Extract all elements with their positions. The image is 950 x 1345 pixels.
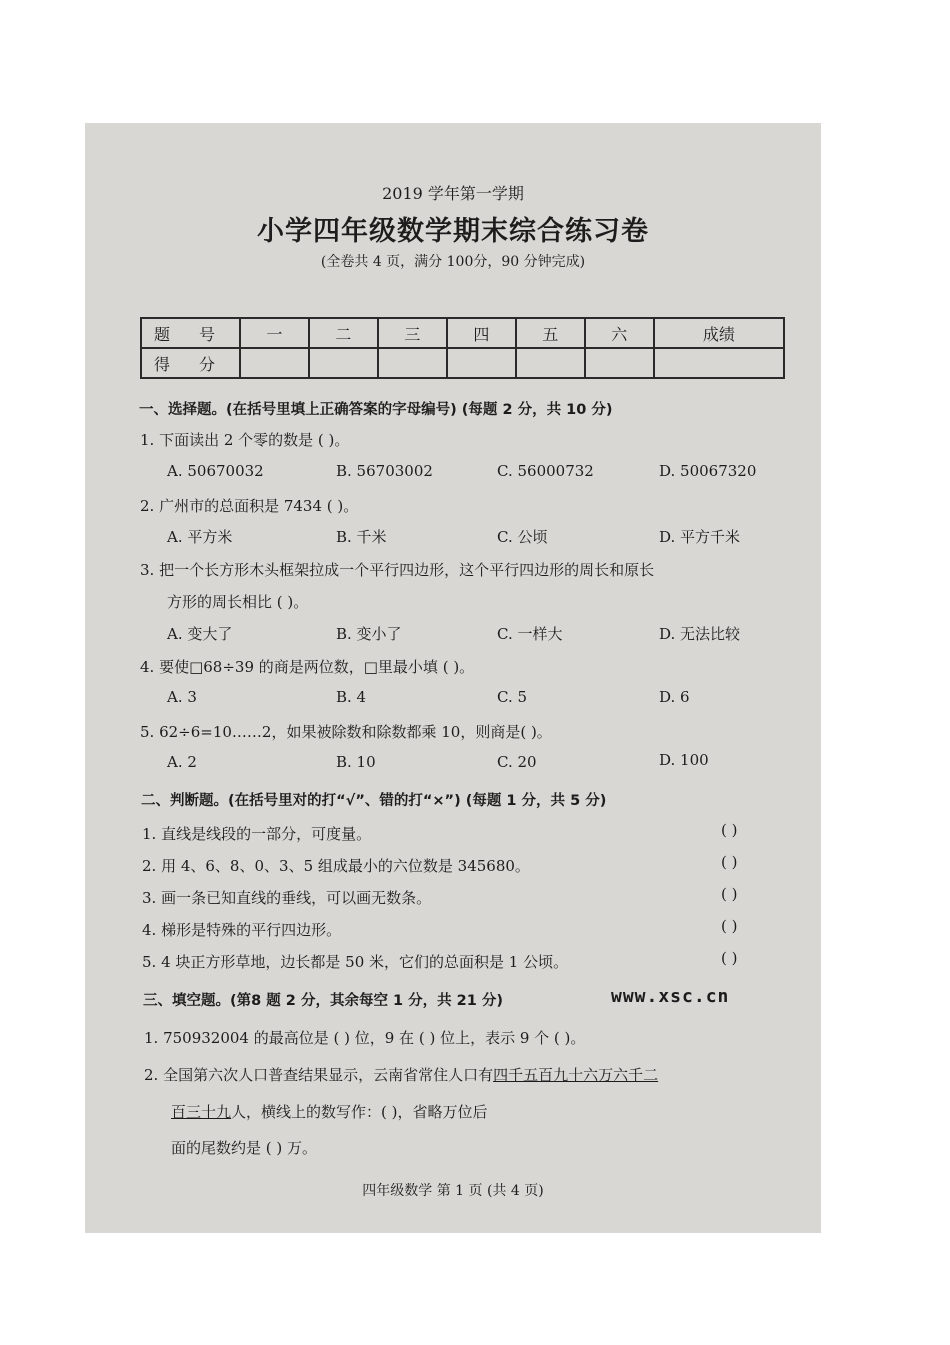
section1-heading: 一、选择题。(在括号里填上正确答案的字母编号) (每题 2 分，共 10 分) [139,402,613,418]
score-table-score-row [141,348,784,378]
option: B. 56703002 [336,462,433,480]
question-1-1: 1. 下面读出 2 个零的数是 ( )。 [140,431,350,449]
score-header-cell: 五 [516,318,585,348]
score-table [140,317,785,379]
fill-question-2-text: 2. 全国第六次人口普查结果显示，云南省常住人口有 [144,1066,494,1084]
answer-paren: ( ) [721,853,738,871]
score-cell [240,348,309,378]
fill-question-2 [144,1064,658,1085]
score-header-cell: 一 [240,318,309,348]
score-cell [516,348,585,378]
question-1-2: 2. 广州市的总面积是 7434 ( )。 [140,497,359,515]
answer-paren: ( ) [721,821,738,839]
option: D. 6 [659,688,690,706]
judge-question: 1. 直线是线段的一部分，可度量。 [142,825,372,843]
question-1-5: 5. 62÷6=10……2，如果被除数和除数都乘 10，则商是( )。 [140,723,552,741]
score-header-cell: 三 [378,318,447,348]
option: D. 100 [659,751,709,769]
underlined-number-text: 百三十九 [171,1103,232,1121]
page-footer: 四年级数学 第 1 页 (共 4 页) [362,1183,544,1199]
answer-paren: ( ) [721,885,738,903]
score-cell [309,348,378,378]
option: A. 3 [167,688,197,706]
fill-question-2-end: 面的尾数约是 ( ) 万。 [171,1139,318,1157]
score-cell [654,348,784,378]
question-1-3-cont: 方形的周长相比 ( )。 [167,593,309,611]
underlined-number-text: 四千五百九十六万六千二 [493,1066,659,1084]
answer-paren: ( ) [721,917,738,935]
exam-paper [85,123,821,1233]
score-header-cell: 成绩 [654,318,784,348]
judge-question: 2. 用 4、6、8、0、3、5 组成最小的六位数是 345680。 [142,857,530,875]
fill-question-1: 1. 750932004 的最高位是 ( ) 位，9 在 ( ) 位上，表示 9 个 ( )。 [144,1029,586,1047]
exam-info: (全卷共 4 页，满分 100分，90 分钟完成) [320,254,586,270]
score-row-label: 得 分 [141,348,240,378]
score-header-cell: 题 号 [141,318,240,348]
option: D. 平方千米 [659,528,741,546]
question-1-3: 3. 把一个长方形木头框架拉成一个平行四边形，这个平行四边形的周长和原长 [140,561,655,579]
school-year: 2019 学年第一学期 [382,184,524,203]
option: B. 千米 [336,528,387,546]
option: C. 5 [497,688,528,706]
score-cell [378,348,447,378]
answer-paren: ( ) [721,949,738,967]
option: B. 10 [336,753,376,771]
option: A. 50670032 [167,462,264,480]
judge-question: 3. 画一条已知直线的垂线，可以画无数条。 [142,889,432,907]
score-header-cell: 六 [585,318,654,348]
score-table-header-row [141,318,784,348]
fill-question-2-text: 人，横线上的数写作：( )，省略万位后 [231,1103,488,1121]
option: B. 4 [336,688,367,706]
exam-title: 小学四年级数学期末综合练习卷 [257,216,649,247]
option: C. 20 [497,753,537,771]
score-cell [447,348,516,378]
option: A. 平方米 [167,528,233,546]
fill-question-2-cont [171,1101,488,1122]
judge-question: 4. 梯形是特殊的平行四边形。 [142,921,342,939]
option: A. 变大了 [167,625,233,643]
section2-heading: 二、判断题。(在括号里对的打“√”、错的打“×”) (每题 1 分，共 5 分) [141,793,607,809]
score-header-cell: 二 [309,318,378,348]
option: B. 变小了 [336,625,402,643]
score-cell [585,348,654,378]
option: D. 无法比较 [659,625,741,643]
option: C. 一样大 [497,625,563,643]
section3-heading: 三、填空题。(第8 题 2 分，其余每空 1 分，共 21 分) [143,993,504,1009]
option: A. 2 [167,753,197,771]
judge-question: 5. 4 块正方形草地，边长都是 50 米，它们的总面积是 1 公顷。 [142,953,569,971]
option: C. 56000732 [497,462,594,480]
watermark: www.xsc.cn [611,986,730,1007]
option: C. 公顷 [497,528,548,546]
question-1-4: 4. 要使□68÷39 的商是两位数，□里最小填 ( )。 [140,658,475,676]
score-header-cell: 四 [447,318,516,348]
option: D. 50067320 [659,462,757,480]
